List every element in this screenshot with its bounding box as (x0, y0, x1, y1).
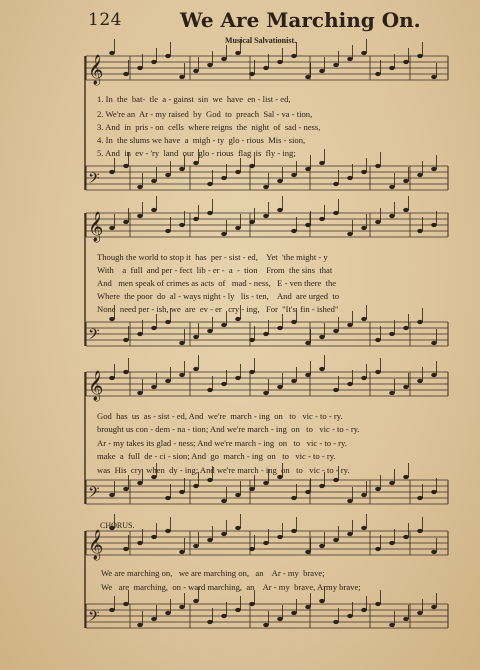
verse-1-line-c: God has us as - sist - ed, And we're march - ing on to vic - to - ry. (97, 411, 343, 421)
note-head (277, 326, 283, 330)
note-head (235, 51, 241, 55)
note-head (179, 167, 185, 171)
note-head (361, 493, 367, 497)
note-head (165, 320, 171, 324)
note-head (193, 161, 199, 165)
note-head (347, 232, 353, 236)
note-head (263, 541, 269, 545)
note-head (403, 60, 409, 64)
note-head (389, 541, 395, 545)
verse-3-line-c: Ar - my takes its glad - ness; And we're march - ing on to vic - to - ry. (97, 438, 347, 448)
note-head (151, 208, 157, 212)
verse-1-line-a: 1. In the bat- tle a - gainst sin we have en - list - ed, (97, 94, 291, 104)
verse-5-line-c: was His cry when dy - ing; And we're march - ing on to vic - to - ry. (97, 465, 350, 475)
note-head (249, 164, 255, 168)
note-head (305, 75, 311, 79)
verse-2-line-a: 2. We're an Ar - my raised by God to preach Sal - va - tion, (97, 109, 313, 119)
note-head (221, 323, 227, 327)
note-head (207, 63, 213, 67)
note-head (403, 475, 409, 479)
note-head (235, 608, 241, 612)
note-head (109, 226, 115, 230)
note-head (431, 373, 437, 377)
note-head (193, 544, 199, 548)
note-head (221, 532, 227, 536)
note-head (235, 317, 241, 321)
note-head (431, 490, 437, 494)
verse-2-line-b: With a full and per - fect lib - er - a - tion From the sins that (97, 265, 333, 275)
note-head (361, 526, 367, 530)
note-head (207, 478, 213, 482)
note-head (291, 320, 297, 324)
bass-clef-icon: 𝄢 (88, 608, 100, 629)
verse-1-line-b: Though the world to stop it has per - sist - ed, Yet 'the might - y (97, 252, 328, 262)
note-head (165, 496, 171, 500)
note-head (249, 487, 255, 491)
bass-clef-icon: 𝄢 (88, 484, 100, 505)
note-head (291, 496, 297, 500)
note-head (403, 535, 409, 539)
note-head (193, 484, 199, 488)
note-head (165, 229, 171, 233)
treble-clef-icon: 𝄞 (88, 371, 104, 401)
note-head (193, 217, 199, 221)
note-head (417, 229, 423, 233)
note-head (263, 481, 269, 485)
note-head (333, 329, 339, 333)
note-head (361, 226, 367, 230)
note-head (431, 223, 437, 227)
note-head (361, 51, 367, 55)
note-head (137, 332, 143, 336)
note-head (151, 475, 157, 479)
note-head (403, 385, 409, 389)
note-head (151, 535, 157, 539)
chorus-line-2: We are marching, on - ward marching, an Ar - my brave, Army brave; (101, 582, 361, 592)
note-head (249, 370, 255, 374)
note-head (333, 211, 339, 215)
note-head (417, 611, 423, 615)
note-head (151, 326, 157, 330)
attribution: Musical Salvationist. (225, 36, 297, 45)
note-head (109, 51, 115, 55)
note-head (291, 229, 297, 233)
note-head (221, 232, 227, 236)
note-head (347, 57, 353, 61)
note-head (221, 499, 227, 503)
note-head (291, 173, 297, 177)
note-head (179, 605, 185, 609)
note-head (137, 541, 143, 545)
note-head (123, 164, 129, 168)
note-head (263, 185, 269, 189)
note-head (123, 602, 129, 606)
note-head (123, 487, 129, 491)
note-head (165, 611, 171, 615)
bass-clef-icon: 𝄢 (88, 170, 100, 191)
note-head (123, 338, 129, 342)
note-head (221, 176, 227, 180)
note-head (431, 550, 437, 554)
note-head (249, 547, 255, 551)
note-head (235, 226, 241, 230)
note-head (165, 173, 171, 177)
note-head (305, 167, 311, 171)
note-head (277, 60, 283, 64)
note-head (263, 332, 269, 336)
note-head (109, 493, 115, 497)
note-head (431, 341, 437, 345)
note-head (165, 54, 171, 58)
note-head (403, 326, 409, 330)
verse-3-line-b: And men speak of crimes as acts of mad - ness, E - ven there the (97, 278, 337, 288)
note-head (137, 214, 143, 218)
note-head (375, 72, 381, 76)
note-head (389, 391, 395, 395)
note-head (291, 611, 297, 615)
note-head (417, 173, 423, 177)
note-head (179, 75, 185, 79)
note-head (179, 550, 185, 554)
note-head (333, 620, 339, 624)
verse-5-line-a: 5. And in ev - 'ry land our glo - rious flag is fly - ing; (97, 148, 296, 158)
note-head (151, 60, 157, 64)
note-head (431, 605, 437, 609)
verse-4-line-c: make a full de - ci - sion; And go march - ing on to vic - to - ry. (97, 451, 336, 461)
note-head (305, 490, 311, 494)
note-head (277, 385, 283, 389)
note-head (291, 54, 297, 58)
note-head (249, 602, 255, 606)
chorus-line-1: We are marching on, we are marching on, an Ar - my brave; (101, 568, 325, 578)
note-head (193, 367, 199, 371)
note-head (361, 170, 367, 174)
note-head (375, 338, 381, 342)
note-head (375, 220, 381, 224)
note-head (333, 388, 339, 392)
note-head (347, 176, 353, 180)
note-head (221, 614, 227, 618)
note-head (179, 223, 185, 227)
note-head (347, 382, 353, 386)
note-head (305, 223, 311, 227)
note-head (319, 69, 325, 73)
note-head (375, 602, 381, 606)
note-head (221, 57, 227, 61)
note-head (347, 499, 353, 503)
note-head (389, 623, 395, 627)
note-head (389, 185, 395, 189)
note-head (375, 164, 381, 168)
verse-4-line-b: Where the poor do al - ways night - ly lis - ten, And are urged to (97, 291, 340, 301)
note-head (277, 475, 283, 479)
note-head (305, 550, 311, 554)
verse-4-line-a: 4. In the slums we have a migh - ty glo - rious Mis - sion, (97, 135, 306, 145)
note-head (277, 535, 283, 539)
treble-clef-icon: 𝄞 (88, 212, 104, 242)
note-head (207, 620, 213, 624)
note-head (403, 617, 409, 621)
note-head (389, 214, 395, 218)
note-head (319, 335, 325, 339)
treble-clef-icon: 𝄞 (88, 55, 104, 85)
note-head (319, 161, 325, 165)
note-head (151, 385, 157, 389)
note-head (109, 608, 115, 612)
chorus-label: CHORUS. (100, 521, 135, 530)
note-head (137, 185, 143, 189)
note-head (333, 538, 339, 542)
note-head (375, 487, 381, 491)
note-head (165, 529, 171, 533)
note-head (263, 66, 269, 70)
note-head (347, 532, 353, 536)
note-head (249, 338, 255, 342)
note-head (305, 605, 311, 609)
note-head (319, 217, 325, 221)
note-head (291, 379, 297, 383)
note-head (221, 382, 227, 386)
note-head (137, 481, 143, 485)
note-head (263, 214, 269, 218)
note-head (179, 373, 185, 377)
note-head (305, 341, 311, 345)
treble-clef-icon: 𝄞 (88, 530, 104, 560)
note-head (235, 170, 241, 174)
verse-2-line-c: brought us con - dem - na - tion; And we're march - ing on to vic - to - ry. (97, 424, 360, 434)
song-title: We Are Marching On. (180, 8, 421, 32)
note-head (277, 208, 283, 212)
note-head (109, 317, 115, 321)
note-head (137, 623, 143, 627)
note-head (417, 379, 423, 383)
note-head (389, 66, 395, 70)
note-head (123, 72, 129, 76)
note-head (235, 526, 241, 530)
note-head (361, 608, 367, 612)
note-head (319, 367, 325, 371)
note-head (207, 182, 213, 186)
note-head (193, 599, 199, 603)
note-head (123, 220, 129, 224)
note-head (109, 376, 115, 380)
note-head (389, 481, 395, 485)
verse-3-line-a: 3. And in pris - on cells where reigns the night of sad - ness, (97, 122, 321, 132)
note-head (403, 179, 409, 183)
verse-5-line-b: None need per - ish, we are ev - er cry - ing, For "It's fin - ished" (97, 304, 339, 314)
note-head (235, 376, 241, 380)
note-head (123, 547, 129, 551)
note-head (151, 179, 157, 183)
note-head (109, 170, 115, 174)
note-head (207, 329, 213, 333)
note-head (249, 220, 255, 224)
note-head (375, 370, 381, 374)
note-head (207, 538, 213, 542)
note-head (319, 599, 325, 603)
note-head (347, 323, 353, 327)
bass-clef-icon: 𝄢 (88, 326, 100, 347)
note-head (277, 179, 283, 183)
note-head (417, 529, 423, 533)
note-head (277, 617, 283, 621)
note-head (137, 66, 143, 70)
note-head (179, 341, 185, 345)
note-head (333, 182, 339, 186)
note-head (235, 493, 241, 497)
note-head (123, 370, 129, 374)
note-head (165, 379, 171, 383)
note-head (207, 211, 213, 215)
note-head (333, 478, 339, 482)
note-head (347, 614, 353, 618)
note-head (193, 335, 199, 339)
note-head (137, 391, 143, 395)
note-head (403, 208, 409, 212)
note-head (305, 373, 311, 377)
note-head (389, 332, 395, 336)
note-head (333, 63, 339, 67)
note-head (207, 388, 213, 392)
page-number: 124 (88, 10, 122, 30)
note-head (263, 623, 269, 627)
note-head (263, 391, 269, 395)
note-head (417, 496, 423, 500)
note-head (361, 317, 367, 321)
note-head (375, 547, 381, 551)
note-head (193, 69, 199, 73)
note-head (291, 529, 297, 533)
note-head (249, 72, 255, 76)
note-head (417, 54, 423, 58)
note-head (319, 544, 325, 548)
note-head (319, 484, 325, 488)
note-head (431, 167, 437, 171)
note-head (417, 320, 423, 324)
note-head (151, 617, 157, 621)
note-head (431, 75, 437, 79)
note-head (179, 490, 185, 494)
note-head (361, 376, 367, 380)
